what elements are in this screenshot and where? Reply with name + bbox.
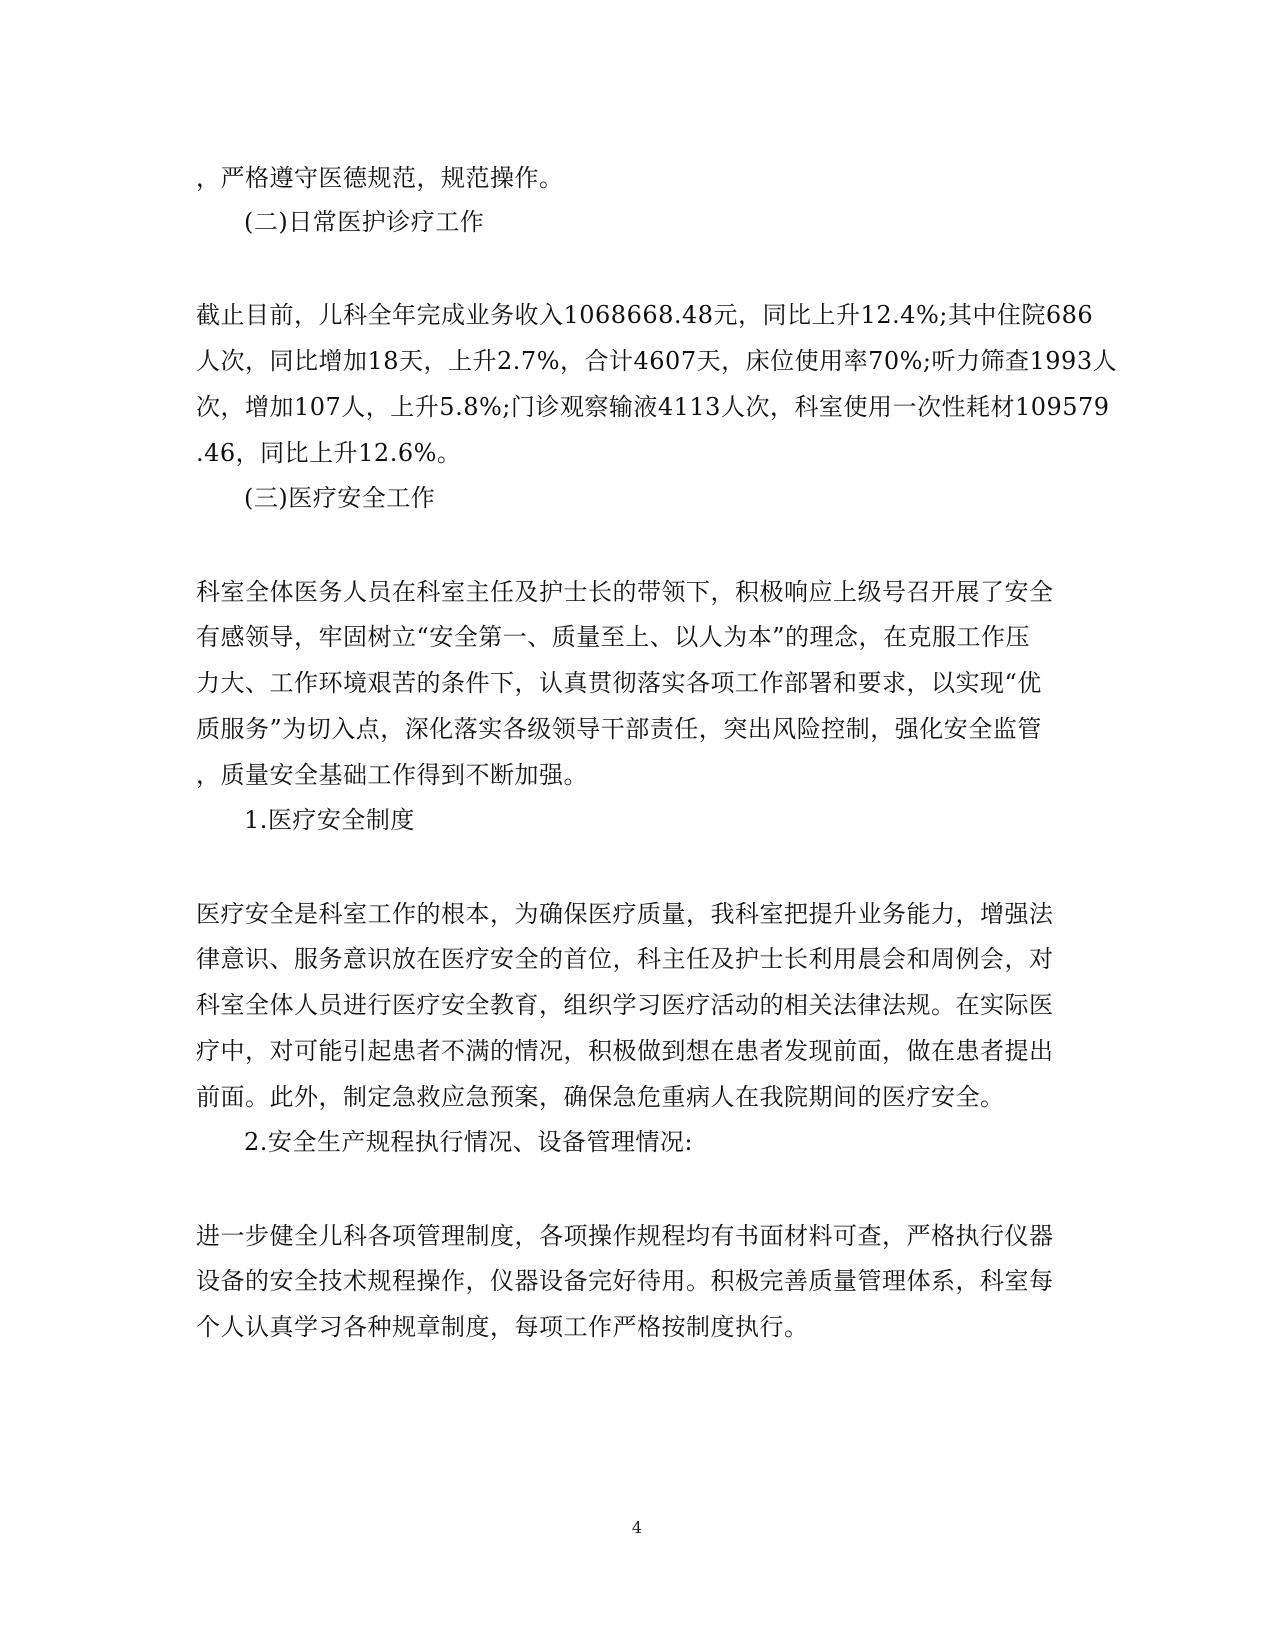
- text-line-17: 疗中，对可能引起患者不满的情况，积极做到想在患者发现前面，做在患者提出: [196, 1037, 1054, 1065]
- text-line-12: ，质量安全基础工作得到不断加强。: [196, 761, 588, 789]
- page-number: 4: [631, 1518, 643, 1537]
- subsection-heading-production-rules: 2.安全生产规程执行情况、设备管理情况:: [244, 1128, 693, 1156]
- text-line-22: 个人认真学习各种规章制度，每项工作严格按制度执行。: [196, 1313, 809, 1341]
- text-line-10: 力大、工作环境艰苦的条件下，认真贯彻落实各项工作部署和要求，以实现“优: [196, 669, 1042, 697]
- text-line-14: 医疗安全是科室工作的根本，为确保医疗质量，我科室把提升业务能力，增强法: [196, 900, 1054, 928]
- text-line-21: 设备的安全技术规程操作，仪器设备完好待用。积极完善质量管理体系，科室每: [196, 1267, 1054, 1295]
- text-line-11: 质服务”为切入点，深化落实各级领导干部责任，突出风险控制，强化安全监管: [196, 715, 1042, 743]
- text-line-6: .46，同比上升12.6%。: [196, 439, 462, 467]
- section-heading-medical-safety: (三)医疗安全工作: [244, 484, 436, 512]
- subsection-heading-safety-system: 1.医疗安全制度: [244, 806, 415, 834]
- text-line-16: 科室全体人员进行医疗安全教育，组织学习医疗活动的相关法律法规。在实际医: [196, 991, 1054, 1019]
- text-line-15: 律意识、服务意识放在医疗安全的首位，科主任及护士长利用晨会和周例会，对: [196, 945, 1054, 973]
- text-line-8: 科室全体医务人员在科室主任及护士长的带领下，积极响应上级号召开展了安全: [196, 578, 1054, 606]
- text-line-1: ，严格遵守医德规范，规范操作。: [196, 164, 564, 192]
- section-heading-daily-care: (二)日常医护诊疗工作: [244, 208, 485, 236]
- text-line-3: 截止目前，儿科全年完成业务收入1068668.48元，同比上升12.4%;其中住院686: [196, 301, 1094, 329]
- text-line-20: 进一步健全儿科各项管理制度，各项操作规程均有书面材料可查，严格执行仪器: [196, 1222, 1054, 1250]
- text-line-9: 有感领导，牢固树立“安全第一、质量至上、以人为本”的理念，在克服工作压: [196, 623, 1031, 651]
- text-line-18: 前面。此外，制定急救应急预案，确保急危重病人在我院期间的医疗安全。: [196, 1083, 1005, 1111]
- text-line-4: 人次，同比增加18天，上升2.7%，合计4607天，床位使用率70%;听力筛查1993人: [196, 347, 1118, 375]
- text-line-5: 次，增加107人，上升5.8%;门诊观察输液4113人次，科室使用一次性耗材109579: [196, 393, 1110, 421]
